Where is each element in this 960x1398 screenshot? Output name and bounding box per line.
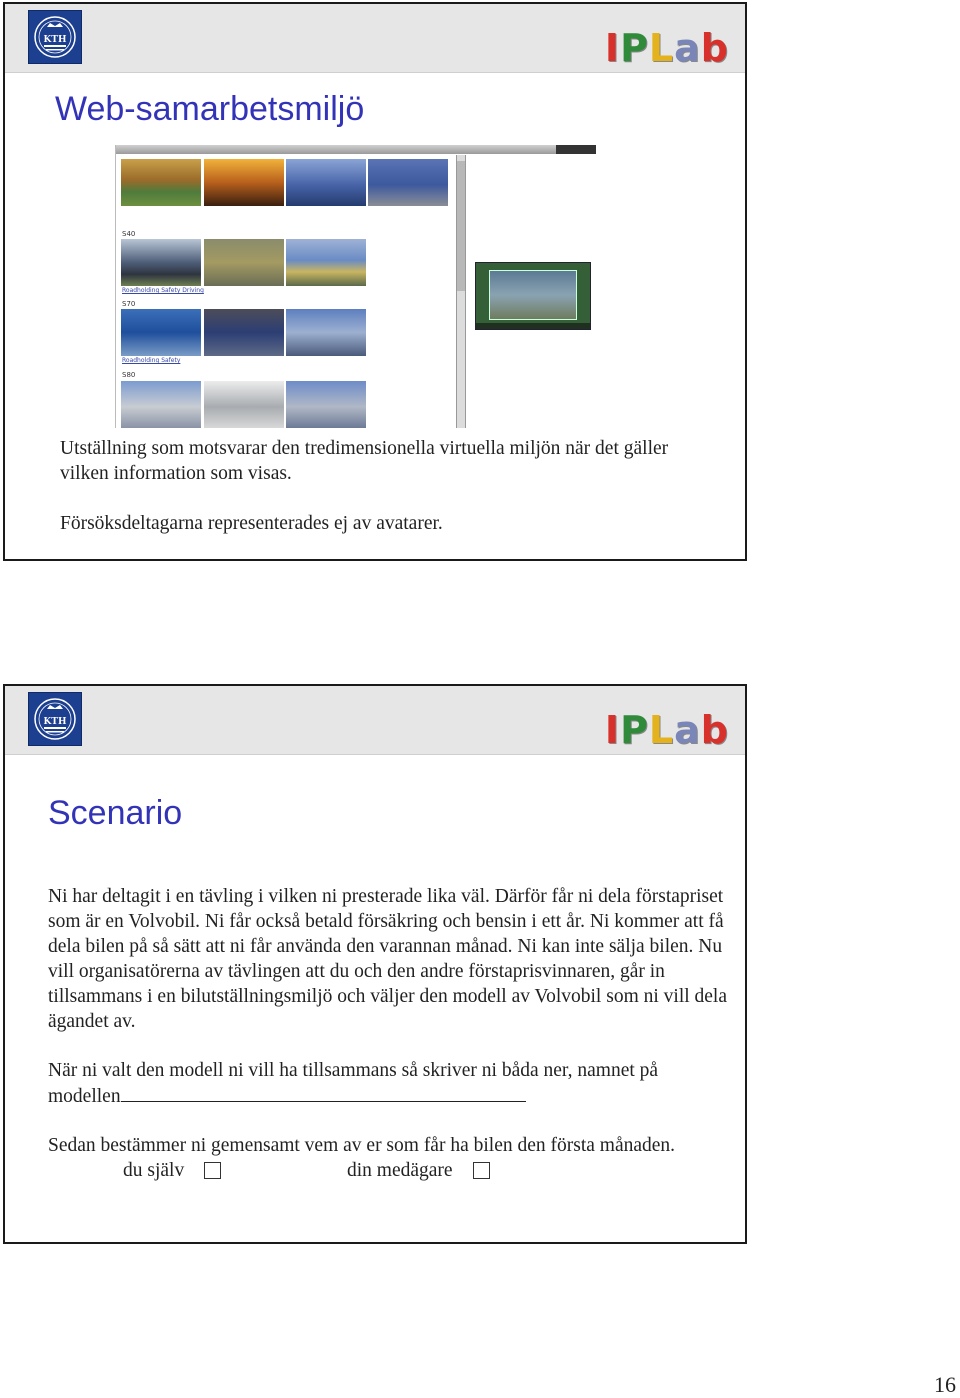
option-coowner [347, 1158, 490, 1183]
option-coowner-label: din medägare [347, 1160, 453, 1181]
model-name-field[interactable] [121, 1083, 526, 1102]
slide-title: Web-samarbetsmiljö [55, 90, 365, 128]
car-photo [204, 309, 284, 356]
viewer-controls[interactable] [476, 323, 590, 329]
car-photo [286, 159, 366, 206]
option-coowner-checkbox[interactable] [473, 1162, 490, 1179]
scenario-text: Ni har deltagit i en tävling i vilken ni presterade lika väl. Därför får ni dela förstapriset som är en Volvobil. Ni får också betald försäkring och bensin i ett år. Ni kommer att få dela bilen på så sätt att ni får använda den varannan månad. Ni kan inte sälja bilen. Nu vill organisatörerna av tävlingen att du och den andre förstaprisvinnaren, går in tillsammans i en bilutställningsmiljö och väljer den modell av Volvobil som ni vill dela ägandet av. [48, 886, 728, 1032]
model-label: modellen [48, 1086, 121, 1107]
avatar-note: Försöksdeltagarna representerades ej av avatarer. [60, 513, 443, 534]
option-self-checkbox[interactable] [204, 1162, 221, 1179]
svg-text:KTH: KTH [43, 717, 67, 727]
first-month-question: Sedan bestämmer ni gemensamt vem av er som får ha bilen den första månaden. [48, 1135, 676, 1156]
vertical-scrollbar[interactable] [456, 155, 466, 428]
description-text: Utställning som motsvarar den tredimensionella virtuella miljön när det gäller vilken information som visas. [60, 438, 669, 484]
car-photo [121, 159, 201, 206]
option-self [123, 1158, 221, 1183]
kth-logo [28, 692, 82, 746]
viewer-car-image [489, 270, 577, 320]
car-photo [204, 381, 284, 428]
car-info-link[interactable]: Roadholding Safety [122, 357, 181, 364]
car-photo [204, 159, 284, 206]
section-label: S40 [122, 230, 136, 238]
car-photo [121, 309, 201, 356]
svg-text:KTH: KTH [43, 35, 67, 45]
section-label: S80 [122, 371, 136, 379]
car-photo [286, 309, 366, 356]
model-instruction-line1: När ni valt den modell ni vill ha tillsammans så skriver ni båda ner, namnet på [48, 1060, 659, 1081]
car-photo [121, 381, 201, 428]
scrollbar-thumb[interactable] [457, 161, 465, 291]
iplab-logo: IPLab [604, 26, 729, 70]
car-info-link[interactable]: Roadholding Safety Driving [122, 287, 204, 294]
slide-scenario [3, 684, 747, 1244]
slide-header [5, 686, 745, 755]
kth-crest-icon [32, 696, 78, 742]
kth-crest-icon [32, 14, 78, 60]
slide-title: Scenario [48, 794, 183, 832]
browser-toolbar [116, 145, 596, 154]
option-self-label: du själv [123, 1160, 185, 1181]
iplab-logo: IPLab [604, 708, 729, 752]
car-photo [204, 239, 284, 286]
kth-logo [28, 10, 82, 64]
slide-web-environment [3, 2, 747, 561]
car-photo [368, 159, 448, 206]
3d-viewer-window [475, 262, 591, 330]
car-photo [121, 239, 201, 286]
slide-header [5, 4, 745, 73]
car-photo [286, 381, 366, 428]
model-instruction [48, 1058, 738, 1109]
page-number: 16 [934, 1372, 956, 1397]
car-photo [286, 239, 366, 286]
section-label: S70 [122, 300, 136, 308]
car-exhibition-screenshot [115, 145, 596, 428]
